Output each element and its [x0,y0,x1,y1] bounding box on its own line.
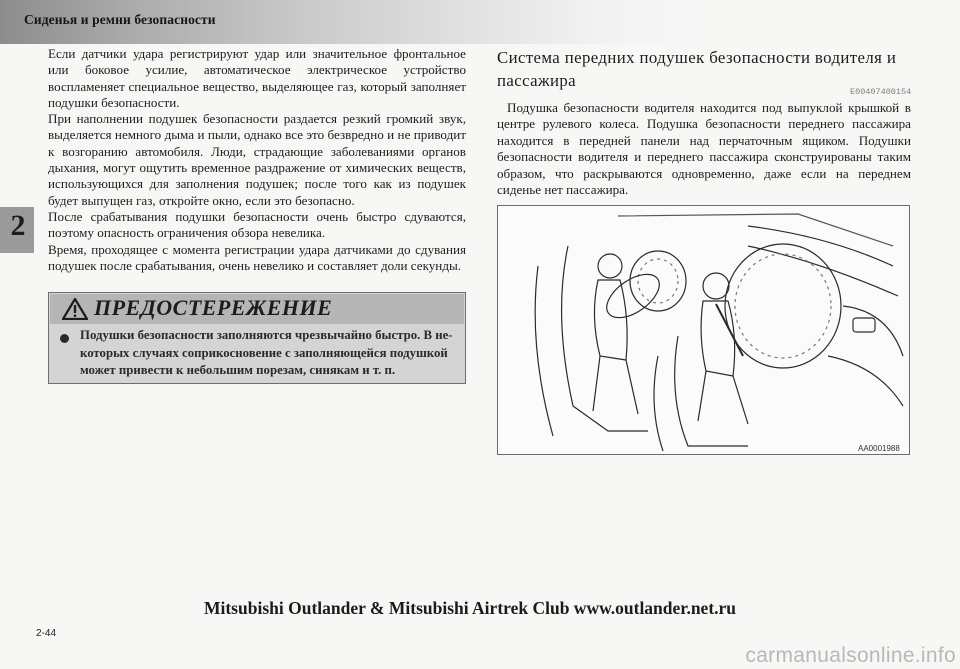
section-title: Система передних подушек безопасности водителя и пассажира [497,48,897,90]
airbag-illustration [497,205,910,455]
left-column-text [48,46,466,274]
illustration-code: AA0001988 [858,444,900,453]
paragraph: Время, проходящее с момента регистрации удара датчиками до сдувания подушек после срабатывания, очень невелико и составляет доли секунды. [48,241,466,273]
right-column-text [497,100,911,198]
warning-title: ПРЕДОСТЕРЕЖЕНИЕ [94,295,333,320]
paragraph: Подушка безопасности водителя находится под выпуклой крышкой в центре рулевого колеса. Подушка безопасности переднего пассажира находится в передней панели над перчаточным ящиком. Подушки безопасности водителя и переднего пассажира сконструированы таким образом, что раскрываются одновременно, даже если на переднем сиденье нет пассажира. [497,100,911,198]
section-code: E00407400154 [850,87,912,97]
warning-text: Подушки безопасности заполняются чрезвычайно быстро. В некоторых случаях соприкосновение с заполняющейся подушкой может привести к небольшим порезам, синякам и т. п. [80,328,453,377]
warning-triangle-icon [62,298,88,320]
watermark: carmanualsonline.info [745,644,956,667]
paragraph: После срабатывания подушки безопасности очень быстро сдуваются, поэтому опасность ограничения обзора невелика. [48,208,466,241]
chapter-number: 2 [10,209,26,242]
airbag-drawing [498,206,909,454]
club-footer-text: Mitsubishi Outlander & Mitsubishi Airtrek Club www.outlander.net.ru [203,598,737,618]
paragraph: Если датчики удара регистрируют удар или значительное фронтальное или боковое усилие, автоматическое электрическое устройство воспламеняет специальное вещество, выделяющее газ, который заполняет подушки безопасности. [48,46,466,110]
page-header-title: Сиденья и ремни безопасности [24,12,216,27]
bullet-icon [60,334,69,343]
paragraph: При наполнении подушек безопасности раздается резкий громкий звук, выделяется немного дыма и пыли, однако все это безвредно и не приводит к возгоранию автомобиля. Люди, страдающие заболеваниями органов дыхания, могут ощутить временное раздражение от химических веществ, использующихся для заполнения подушек; после того как из подушек будет выпущен газ, откройте окно, если это безопасно. [48,111,466,208]
page-number: 2-44 [36,628,57,639]
